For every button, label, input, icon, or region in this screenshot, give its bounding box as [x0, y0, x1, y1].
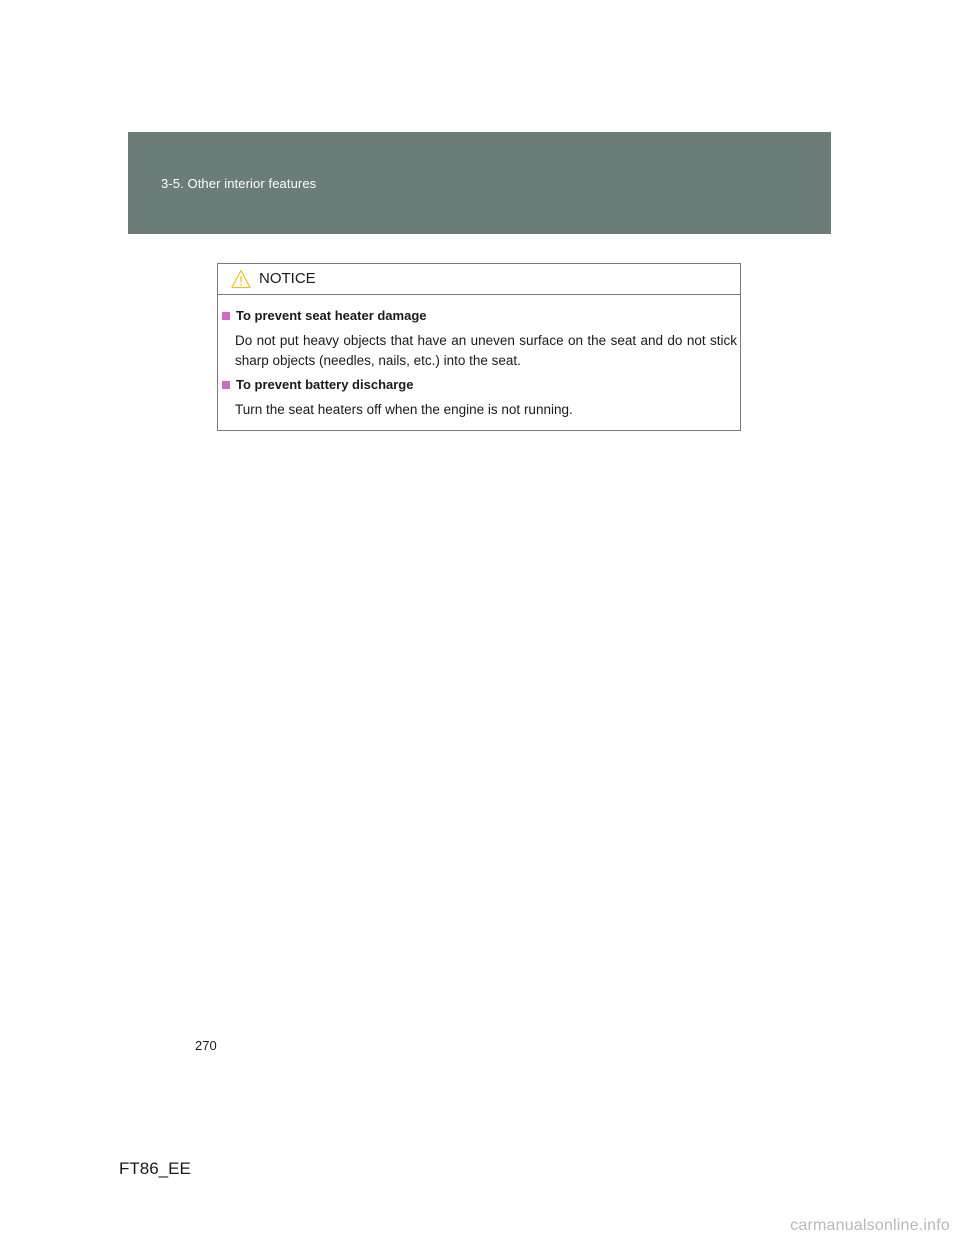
- square-bullet-icon: [222, 381, 230, 389]
- section-header-band: [128, 132, 831, 234]
- section-title: 3-5. Other interior features: [161, 176, 317, 191]
- notice-item-heading: [222, 377, 413, 392]
- notice-item-heading-text: To prevent seat heater damage: [236, 308, 427, 323]
- notice-item-text: Turn the seat heaters off when the engine is not running.: [235, 402, 573, 417]
- notice-item-heading-text: To prevent battery discharge: [236, 377, 414, 392]
- notice-title: NOTICE: [259, 270, 316, 287]
- document-code: FT86_EE: [119, 1159, 191, 1178]
- notice-box: [217, 263, 741, 431]
- watermark: carmanualsonline.info: [790, 1217, 950, 1234]
- notice-header: [218, 264, 740, 295]
- square-bullet-icon: [222, 312, 230, 320]
- warning-triangle-icon: [231, 269, 251, 289]
- notice-item-text: Do not put heavy objects that have an uneven surface on the seat and do not stick sharp objects (needles, nails, etc.) into the seat.: [235, 333, 737, 368]
- notice-item-heading: [222, 308, 427, 323]
- page-number: 270: [195, 1038, 217, 1053]
